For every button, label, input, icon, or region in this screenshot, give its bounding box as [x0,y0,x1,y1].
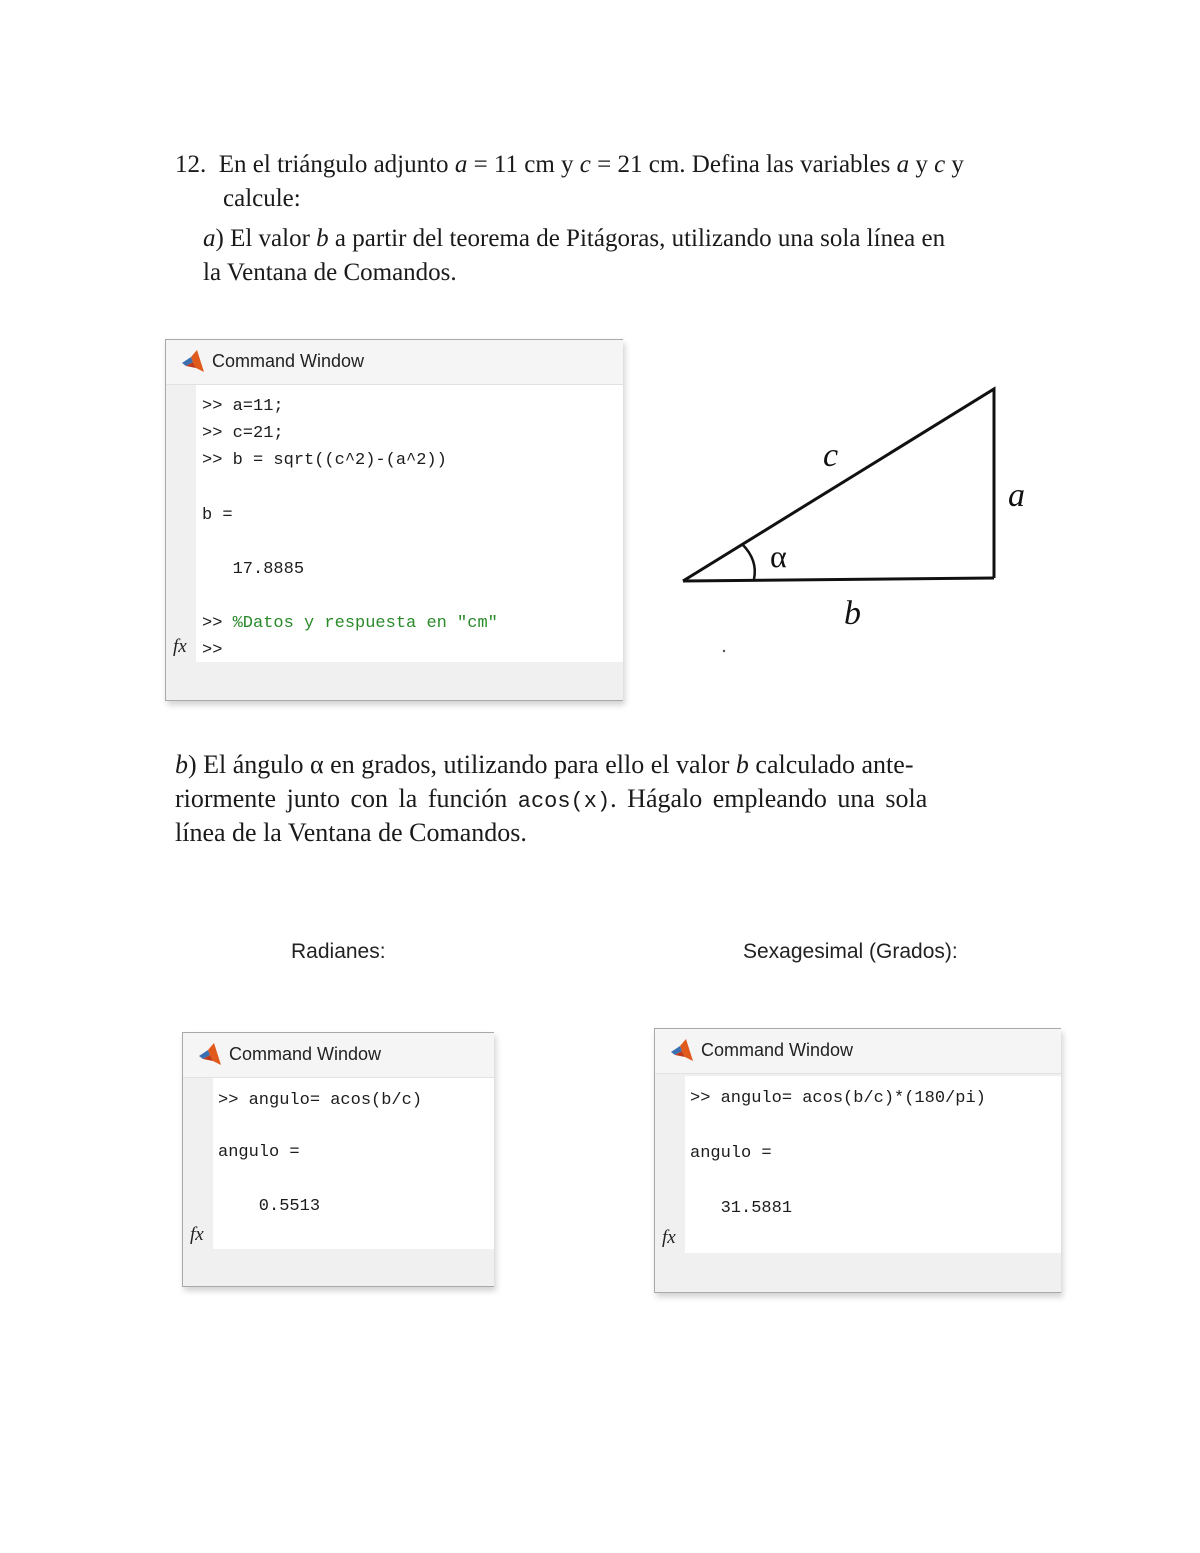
output-line: b = [202,506,233,525]
command-window-footer [655,1253,1061,1292]
part-b-line-2 [175,782,927,819]
command-window-grados [654,1028,1061,1293]
part-a-line-2: la Ventana de Comandos. [203,259,457,286]
command-window-title: Command Window [701,1040,854,1060]
var-b: b [316,225,329,252]
var-b: b [735,750,749,779]
part-b-text: calculado ante- [748,750,914,779]
command-line: >> b = sqrt((c^2)-(a^2)) [202,451,447,470]
label-grados: Sexagesimal (Grados): [743,940,958,963]
triangle-diagram [660,370,1060,670]
fx-icon[interactable]: fx [662,1227,676,1248]
var-c: c [934,151,946,178]
comment-text: %Datos y respuesta en "cm" [232,614,498,633]
command-line: >> angulo= acos(b/c)*(180/pi) [690,1089,986,1108]
command-window-header [183,1033,494,1078]
command-window-title: Command Window [229,1044,382,1064]
output-value: 0.5513 [218,1197,321,1216]
gutter [166,385,196,662]
fx-icon[interactable]: fx [173,636,187,657]
command-window-footer [166,662,623,700]
command-window-body[interactable] [685,1076,1061,1254]
label-a: a [1008,477,1025,514]
output-line: angulo = [218,1143,300,1162]
problem-number: 12. [175,151,207,178]
matlab-logo-icon [669,1037,695,1063]
var-a: a [454,151,468,178]
current-prompt[interactable]: >> [202,641,223,660]
problem-text: En el triángulo adjunto [218,151,455,178]
part-b-text: ) El ángulo α en grados, utilizando para ello el valor [188,750,736,779]
label-b: b [844,595,861,632]
output-value: 31.5881 [690,1199,793,1218]
var-c: c [579,151,591,178]
part-a-label: a [203,225,216,252]
output-value: 17.8885 [202,560,305,579]
stray-dot [723,650,725,652]
part-a-text: a partir del teorema de Pitágoras, utilizando una sola línea en [328,225,946,252]
problem-text: = 11 cm y [467,151,580,178]
part-b-text: . Hágalo empleando una sola [610,784,928,813]
command-window-main [165,339,623,701]
prompt: >> [202,614,233,633]
part-b-label: b [175,750,188,779]
triangle-base [683,578,994,581]
command-window-footer [183,1249,494,1286]
angle-arc [742,544,755,579]
var-a: a [896,151,910,178]
code-acos: acos(x) [517,789,611,814]
matlab-logo-icon [197,1041,223,1067]
part-b-line-1 [175,748,913,782]
label-alpha: α [770,538,787,574]
problem-text: = 21 cm. Defina las variables [590,151,897,178]
problem-line-2: calcule: [223,185,301,212]
command-window-body[interactable] [196,385,623,662]
part-a-line-1 [203,222,945,256]
command-line: >> angulo= acos(b/c) [218,1091,423,1110]
fx-icon[interactable]: fx [190,1224,204,1245]
label-radianes: Radianes: [291,940,386,963]
comment-line [202,614,498,633]
problem-line-1 [175,148,964,182]
command-line: >> a=11; [202,397,284,416]
command-window-title: Command Window [212,351,365,371]
command-window-body[interactable] [213,1078,494,1250]
part-a-text: ) El valor [215,225,317,252]
output-line: angulo = [690,1144,772,1163]
command-line: >> c=21; [202,424,284,443]
part-b-text: riormente junto con la función [175,784,518,813]
problem-text: y [909,151,935,178]
problem-text: y [945,151,964,178]
command-window-radianes [182,1032,494,1287]
command-window-header [655,1029,1061,1074]
matlab-logo-icon [180,348,206,374]
triangle-shape [683,389,994,581]
label-c: c [823,437,839,474]
part-b-line-3: línea de la Ventana de Comandos. [175,818,527,847]
command-window-header [166,340,623,385]
